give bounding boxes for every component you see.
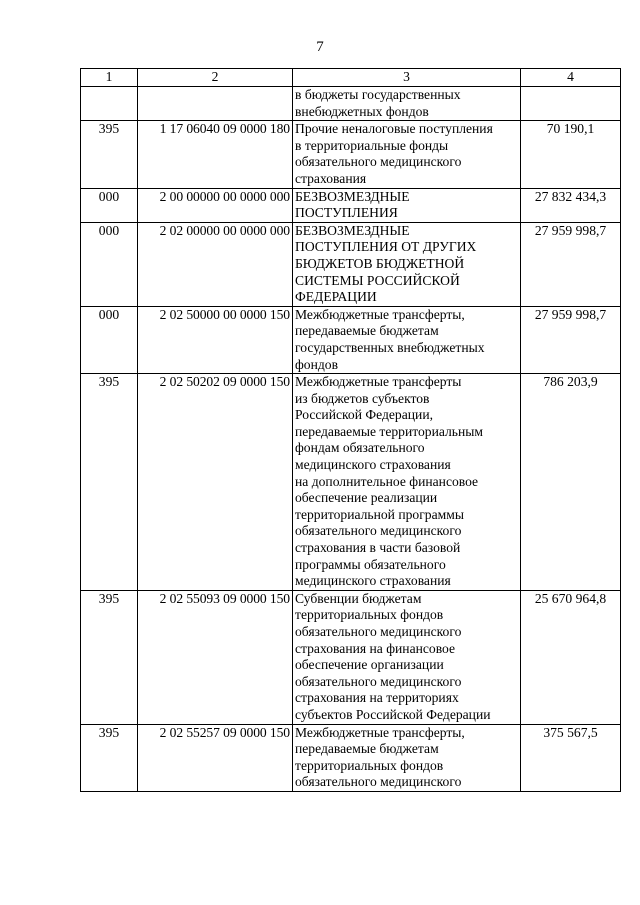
description-line: в территориальные фонды: [295, 137, 449, 153]
description-line: обязательного медицинского: [295, 774, 462, 790]
description-line: Межбюджетные трансферты: [295, 374, 462, 390]
description-line: БЕЗВОЗМЕЗДНЫЕ: [295, 188, 410, 204]
description-line: обязательного медицинского: [295, 154, 462, 170]
description-line: передаваемые бюджетам: [295, 741, 439, 757]
budget-classification-code: 2 02 00000 00 0000 000: [138, 222, 293, 306]
page-number: 7: [316, 39, 324, 55]
description-line: БЕЗВОЗМЕЗДНЫЕ: [295, 222, 410, 238]
description-line: внебюджетных фондов: [295, 103, 429, 119]
row-code: 395: [81, 374, 138, 591]
description-line: территориальной программы: [295, 506, 464, 522]
description-line: ПОСТУПЛЕНИЯ ОТ ДРУГИХ: [295, 239, 477, 255]
table-row: [81, 590, 621, 724]
description-line: обеспечение организации: [295, 657, 444, 673]
description-line: из бюджетов субъектов: [295, 390, 430, 406]
row-description: [293, 374, 521, 591]
table-row: [81, 374, 621, 591]
row-amount: 27 832 434,3: [521, 188, 621, 222]
description-line: Прочие неналоговые поступления: [295, 121, 493, 137]
row-description: [293, 724, 521, 791]
description-line: территориальных фондов: [295, 757, 444, 773]
row-amount: 25 670 964,8: [521, 590, 621, 724]
header-col-1: 1: [81, 69, 138, 87]
row-amount: 27 959 998,7: [521, 306, 621, 373]
description-line: в бюджеты государственных: [295, 87, 461, 102]
description-line: обеспечение реализации: [295, 490, 438, 506]
description-line: на дополнительное финансовое: [295, 473, 479, 489]
budget-classification-code: 1 17 06040 09 0000 180: [138, 121, 293, 188]
table-row: [81, 306, 621, 373]
description-line: субъектов Российской Федерации: [295, 706, 491, 722]
row-amount: [521, 87, 621, 121]
row-amount: 27 959 998,7: [521, 222, 621, 306]
description-line: страхования в части базовой: [295, 540, 461, 556]
description-line: обязательного медицинского: [295, 624, 462, 639]
row-amount: 786 203,9: [521, 374, 621, 591]
row-code: 000: [81, 222, 138, 306]
budget-classification-code: 2 02 50202 09 0000 150: [138, 374, 293, 591]
table-header-row: [81, 69, 621, 87]
row-amount: 375 567,5: [521, 724, 621, 791]
row-description: [293, 306, 521, 373]
row-description: [293, 121, 521, 188]
table-row: [81, 121, 621, 188]
description-line: страхования на территориях: [295, 690, 459, 706]
row-code: 395: [81, 590, 138, 724]
description-line: страхования на финансовое: [295, 640, 456, 656]
row-description: [293, 188, 521, 222]
row-amount: 70 190,1: [521, 121, 621, 188]
budget-classification-code: 2 02 55257 09 0000 150: [138, 724, 293, 791]
description-line: медицинского страхования: [295, 457, 451, 473]
description-line: медицинского страхования: [295, 573, 451, 589]
table-row: [81, 222, 621, 306]
description-line: Межбюджетные трансферты,: [295, 724, 465, 740]
description-line: Российской Федерации,: [295, 407, 433, 423]
description-line: БЮДЖЕТОВ БЮДЖЕТНОЙ: [295, 255, 465, 271]
description-line: Субвенции бюджетам: [295, 590, 422, 606]
row-code: 000: [81, 188, 138, 222]
description-line: обязательного медицинского: [295, 523, 462, 539]
description-line: фондов: [295, 356, 339, 372]
budget-classification-code: 2 00 00000 00 0000 000: [138, 188, 293, 222]
row-description: [293, 222, 521, 306]
description-line: СИСТЕМЫ РОССИЙСКОЙ: [295, 272, 460, 288]
row-code: 395: [81, 121, 138, 188]
table-row: [81, 188, 621, 222]
budget-classification-code: 2 02 50000 00 0000 150: [138, 306, 293, 373]
description-line: страхования: [295, 170, 367, 186]
budget-classification-code: [138, 87, 293, 121]
row-code: 395: [81, 724, 138, 791]
description-line: Межбюджетные трансферты,: [295, 306, 465, 322]
description-line: обязательного медицинского: [295, 673, 462, 689]
table-row: [81, 724, 621, 791]
row-description: [293, 590, 521, 724]
row-description: [293, 87, 521, 121]
header-col-3: 3: [293, 69, 521, 87]
header-col-2: 2: [138, 69, 293, 87]
description-line: программы обязательного: [295, 556, 446, 572]
description-line: ФЕДЕРАЦИИ: [295, 289, 377, 305]
description-line: фондам обязательного: [295, 440, 425, 456]
budget-classification-code: 2 02 55093 09 0000 150: [138, 590, 293, 724]
row-code: 000: [81, 306, 138, 373]
header-col-4: 4: [521, 69, 621, 87]
description-line: государственных внебюджетных: [295, 339, 485, 355]
description-line: передаваемые бюджетам: [295, 323, 439, 339]
description-line: ПОСТУПЛЕНИЯ: [295, 205, 398, 221]
description-line: территориальных фондов: [295, 607, 444, 623]
budget-table: [80, 68, 621, 792]
description-line: передаваемые территориальным: [295, 423, 484, 439]
row-code: [81, 87, 138, 121]
table-row-continued: [81, 87, 621, 121]
